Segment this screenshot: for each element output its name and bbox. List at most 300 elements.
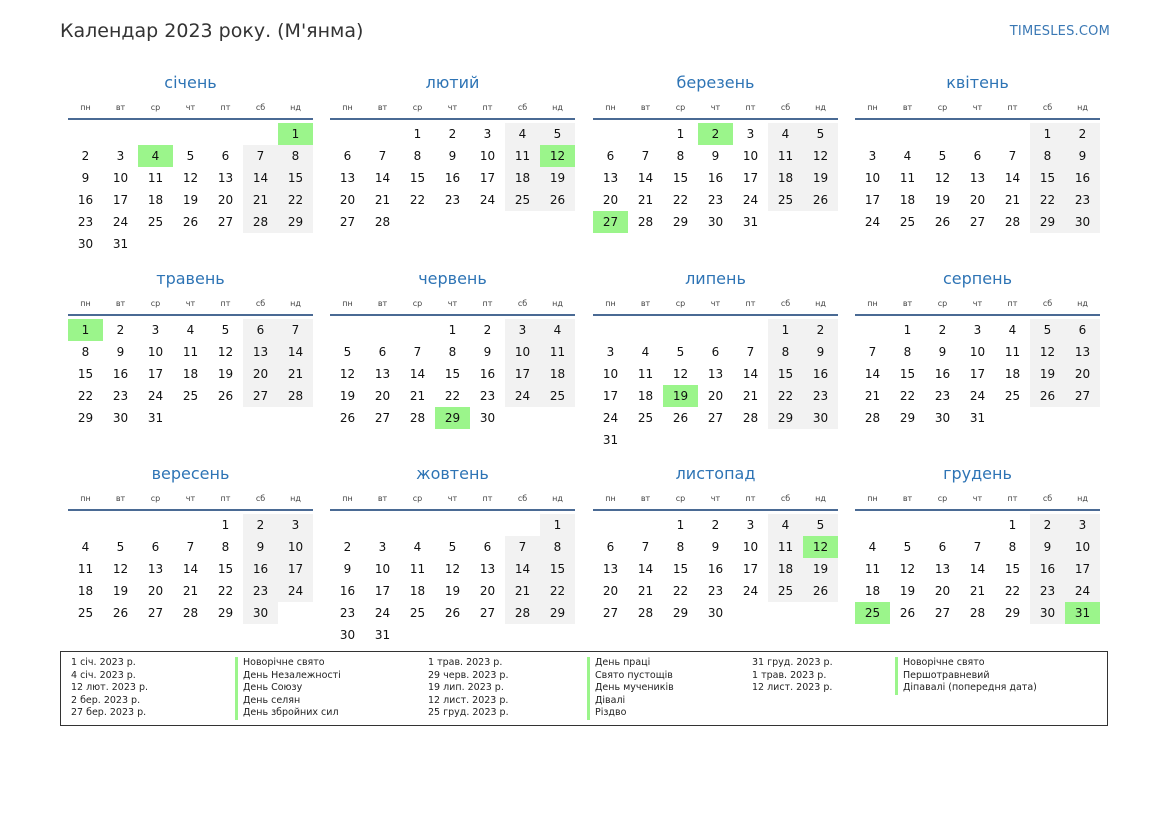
day-cell: 25 <box>409 606 426 620</box>
month-name: жовтень <box>416 464 489 483</box>
day-cell: 11 <box>768 145 803 167</box>
day-cell: 17 <box>864 193 881 207</box>
holiday-date: 12 лист. 2023 р. <box>428 694 509 706</box>
day-cell: 6 <box>151 540 160 554</box>
day-cell: 13 <box>969 171 986 185</box>
day-cell: 30 <box>77 237 94 251</box>
day-cell: 16 <box>444 171 461 185</box>
weekday-label: вт <box>115 103 126 112</box>
day-cell: 22 <box>444 389 461 403</box>
weekday-label: сб <box>1042 103 1053 112</box>
month-name: серпень <box>943 269 1012 288</box>
day-cell: 28 <box>278 385 313 407</box>
day-cell: 11 <box>1004 345 1021 359</box>
day-cell: 27 <box>339 215 356 229</box>
day-cell: 2 <box>81 149 90 163</box>
day-cell: 2 <box>1030 514 1065 536</box>
day-cell: 6 <box>606 149 615 163</box>
day-cell: 19 <box>217 367 234 381</box>
day-cell: 12 <box>217 345 234 359</box>
weekday-label: ср <box>150 494 161 503</box>
day-cell: 29 <box>217 606 234 620</box>
day-cell: 1 <box>768 319 803 341</box>
day-cell: 26 <box>803 189 838 211</box>
day-cell: 3 <box>606 345 615 359</box>
day-cell: 3 <box>746 127 755 141</box>
day-cell: 2 <box>938 323 947 337</box>
day-cell: 30 <box>803 407 838 429</box>
weekday-header <box>593 298 838 316</box>
day-cell: 25 <box>147 215 164 229</box>
day-cell: 19 <box>444 584 461 598</box>
day-cell: 19 <box>803 558 838 580</box>
weekday-label: вт <box>902 494 913 503</box>
day-cell: 16 <box>479 367 496 381</box>
day-cell: 14 <box>278 341 313 363</box>
day-cell: 30 <box>243 602 278 624</box>
weekday-label: сб <box>517 299 528 308</box>
day-cell: 8 <box>81 345 90 359</box>
day-cell: 8 <box>1008 540 1017 554</box>
weekday-label: пн <box>342 494 353 503</box>
day-cell: 18 <box>182 367 199 381</box>
day-cell: 19 <box>899 584 916 598</box>
day-cell: 21 <box>278 363 313 385</box>
day-cell: 25 <box>505 189 540 211</box>
day-cell: 27 <box>707 411 724 425</box>
day-cell: 4 <box>1008 323 1017 337</box>
day-cell: 5 <box>803 123 838 145</box>
day-cell: 12 <box>803 145 838 167</box>
day-cell: 17 <box>479 171 496 185</box>
day-cell: 23 <box>707 193 724 207</box>
day-cell: 10 <box>505 341 540 363</box>
day-cell: 12 <box>899 562 916 576</box>
day-cell: 16 <box>77 193 94 207</box>
day-cell: 23 <box>1065 189 1100 211</box>
day-cell: 2 <box>483 323 492 337</box>
day-cell: 4 <box>540 319 575 341</box>
weekday-label: чт <box>972 494 983 503</box>
day-cell: 17 <box>278 558 313 580</box>
day-cell: 29 <box>540 602 575 624</box>
day-cell: 7 <box>868 345 877 359</box>
day-cell: 13 <box>602 562 619 576</box>
day-cell: 8 <box>221 540 230 554</box>
day-cell: 21 <box>374 193 391 207</box>
holiday-name: День праці <box>587 657 674 670</box>
day-cell: 23 <box>803 385 838 407</box>
weekday-label: нд <box>552 494 563 503</box>
day-cell: 1 <box>676 127 685 141</box>
day-cell: 24 <box>278 580 313 602</box>
day-cell: 17 <box>742 171 759 185</box>
day-cell: 9 <box>448 149 457 163</box>
day-cell: 20 <box>243 363 278 385</box>
holiday-date: 31 груд. 2023 р. <box>752 657 833 668</box>
day-cell: 29 <box>768 407 803 429</box>
day-cell: 26 <box>803 580 838 602</box>
day-cell: 1 <box>903 323 912 337</box>
day-cell: 18 <box>899 193 916 207</box>
day-cell: 3 <box>483 127 492 141</box>
day-cell: 15 <box>278 167 313 189</box>
day-cell: 8 <box>676 149 685 163</box>
day-cell: 24 <box>742 193 759 207</box>
weekday-label: ср <box>937 299 948 308</box>
holiday-names-col-1 <box>235 657 341 720</box>
weekday-label: пн <box>605 494 616 503</box>
day-cell: 20 <box>707 389 724 403</box>
month-3 <box>593 70 838 233</box>
holiday-name: Різдво <box>587 707 674 720</box>
day-cell: 9 <box>711 149 720 163</box>
day-cell: 5 <box>803 514 838 536</box>
holiday-name: День Незалежності <box>235 670 341 683</box>
month-9 <box>68 461 313 624</box>
holiday-name: Дівалі <box>587 695 674 708</box>
day-cell: 7 <box>641 540 650 554</box>
day-cell: 3 <box>505 319 540 341</box>
day-cell: 9 <box>938 345 947 359</box>
day-cell: 3 <box>973 323 982 337</box>
weekday-label: чт <box>185 103 196 112</box>
day-cell: 23 <box>444 193 461 207</box>
day-cell: 9 <box>1065 145 1100 167</box>
day-cell: 21 <box>243 189 278 211</box>
day-cell: 21 <box>409 389 426 403</box>
day-cell: 24 <box>112 215 129 229</box>
day-cell: 26 <box>112 606 129 620</box>
weekday-label: пн <box>80 103 91 112</box>
weekday-label: сб <box>255 299 266 308</box>
day-cell: 8 <box>903 345 912 359</box>
day-cell: 2 <box>1065 123 1100 145</box>
day-cell: 26 <box>540 189 575 211</box>
weekday-label: пт <box>482 299 493 308</box>
day-cell: 19 <box>1030 363 1065 385</box>
day-cell: 28 <box>182 606 199 620</box>
day-cell: 4 <box>81 540 90 554</box>
day-cell: 25 <box>637 411 654 425</box>
day-cell: 27 <box>934 606 951 620</box>
holiday-day-cell: 12 <box>540 145 575 167</box>
day-cell: 13 <box>934 562 951 576</box>
day-cell: 22 <box>278 189 313 211</box>
holiday-date: 4 січ. 2023 р. <box>71 669 136 681</box>
holiday-dates-col-3 <box>752 657 833 695</box>
holiday-date: 12 лист. 2023 р. <box>752 682 833 693</box>
holiday-name: Новорічне свято <box>895 657 1037 670</box>
day-cell: 4 <box>505 123 540 145</box>
day-grid <box>68 123 313 255</box>
weekday-label: пн <box>605 299 616 308</box>
day-cell: 9 <box>81 171 90 185</box>
day-cell: 6 <box>343 149 352 163</box>
day-cell: 28 <box>374 215 391 229</box>
day-cell: 8 <box>768 341 803 363</box>
weekday-label: нд <box>815 103 826 112</box>
weekday-label: сб <box>780 494 791 503</box>
holiday-day-cell: 1 <box>278 123 313 145</box>
day-cell: 15 <box>409 171 426 185</box>
weekday-label: чт <box>447 299 458 308</box>
day-cell: 7 <box>186 540 195 554</box>
day-cell: 28 <box>1004 215 1021 229</box>
weekday-label: сб <box>1042 299 1053 308</box>
day-cell: 21 <box>182 584 199 598</box>
weekday-label: чт <box>710 494 721 503</box>
day-cell: 21 <box>969 584 986 598</box>
day-cell: 21 <box>864 389 881 403</box>
weekday-label: пт <box>220 494 231 503</box>
day-cell: 30 <box>112 411 129 425</box>
day-grid <box>593 514 838 624</box>
day-cell: 24 <box>969 389 986 403</box>
weekday-label: ср <box>412 494 423 503</box>
day-cell: 13 <box>1065 341 1100 363</box>
day-cell: 6 <box>378 345 387 359</box>
day-cell: 12 <box>182 171 199 185</box>
month-6 <box>330 266 575 429</box>
day-cell: 21 <box>742 389 759 403</box>
day-cell: 6 <box>973 149 982 163</box>
weekday-label: нд <box>1077 103 1088 112</box>
day-cell: 12 <box>112 562 129 576</box>
weekday-label: пн <box>80 494 91 503</box>
holiday-day-cell: 12 <box>803 536 838 558</box>
weekday-label: пн <box>605 103 616 112</box>
day-cell: 3 <box>151 323 160 337</box>
day-cell: 7 <box>243 145 278 167</box>
day-cell: 1 <box>540 514 575 536</box>
weekday-label: пт <box>745 103 756 112</box>
day-cell: 29 <box>278 211 313 233</box>
holiday-dates-col-2 <box>428 657 509 720</box>
day-cell: 31 <box>602 433 619 447</box>
weekday-label: вт <box>377 299 388 308</box>
day-cell: 14 <box>374 171 391 185</box>
weekday-label: ср <box>937 103 948 112</box>
day-grid <box>330 514 575 646</box>
day-cell: 30 <box>479 411 496 425</box>
weekday-label: чт <box>447 494 458 503</box>
day-cell: 9 <box>1030 536 1065 558</box>
day-cell: 19 <box>339 389 356 403</box>
day-cell: 3 <box>746 518 755 532</box>
weekday-label: ср <box>150 103 161 112</box>
weekday-label: пн <box>342 299 353 308</box>
day-cell: 5 <box>343 345 352 359</box>
day-cell: 27 <box>243 385 278 407</box>
day-cell: 20 <box>934 584 951 598</box>
day-cell: 9 <box>116 345 125 359</box>
day-cell: 4 <box>641 345 650 359</box>
day-cell: 10 <box>1065 536 1100 558</box>
day-cell: 23 <box>339 606 356 620</box>
day-cell: 31 <box>742 215 759 229</box>
day-cell: 22 <box>899 389 916 403</box>
day-cell: 25 <box>182 389 199 403</box>
weekday-label: ср <box>412 299 423 308</box>
holiday-names-col-2 <box>587 657 674 720</box>
day-cell: 5 <box>116 540 125 554</box>
month-name: червень <box>418 269 487 288</box>
holiday-date: 12 лют. 2023 р. <box>71 682 148 693</box>
weekday-label: вт <box>902 103 913 112</box>
day-cell: 3 <box>378 540 387 554</box>
day-cell: 29 <box>672 606 689 620</box>
weekday-label: нд <box>552 299 563 308</box>
day-cell: 29 <box>1004 606 1021 620</box>
weekday-label: ср <box>937 494 948 503</box>
day-cell: 9 <box>711 540 720 554</box>
day-cell: 6 <box>483 540 492 554</box>
day-cell: 20 <box>969 193 986 207</box>
day-cell: 18 <box>147 193 164 207</box>
month-name: березень <box>676 73 755 92</box>
day-cell: 7 <box>278 319 313 341</box>
day-cell: 16 <box>243 558 278 580</box>
day-cell: 4 <box>186 323 195 337</box>
day-cell: 29 <box>77 411 94 425</box>
day-cell: 7 <box>378 149 387 163</box>
brand-link[interactable]: TIMESLES.COM <box>1009 24 1110 39</box>
weekday-label: нд <box>290 103 301 112</box>
month-name: січень <box>164 73 217 92</box>
day-grid <box>855 514 1100 624</box>
holiday-date: 19 лип. 2023 р. <box>428 682 504 693</box>
day-cell: 22 <box>540 580 575 602</box>
day-cell: 29 <box>899 411 916 425</box>
weekday-label: чт <box>972 299 983 308</box>
day-cell: 19 <box>934 193 951 207</box>
day-cell: 28 <box>637 215 654 229</box>
day-cell: 24 <box>1065 580 1100 602</box>
weekday-label: нд <box>1077 299 1088 308</box>
day-cell: 11 <box>540 341 575 363</box>
day-cell: 6 <box>711 345 720 359</box>
day-cell: 15 <box>768 363 803 385</box>
holiday-name: День збройних сил <box>235 707 341 720</box>
day-cell: 15 <box>899 367 916 381</box>
day-cell: 30 <box>1030 602 1065 624</box>
weekday-header <box>68 102 313 120</box>
day-cell: 21 <box>637 193 654 207</box>
day-cell: 25 <box>899 215 916 229</box>
holiday-date: 25 груд. 2023 р. <box>428 707 509 718</box>
holiday-name: Діпавалі (попередня дата) <box>895 682 1037 695</box>
month-5 <box>68 266 313 429</box>
day-cell: 7 <box>413 345 422 359</box>
day-cell: 11 <box>77 562 94 576</box>
day-cell: 13 <box>217 171 234 185</box>
day-cell: 10 <box>742 149 759 163</box>
holiday-date: 2 бер. 2023 р. <box>71 694 141 706</box>
weekday-label: ср <box>412 103 423 112</box>
day-cell: 1 <box>413 127 422 141</box>
day-cell: 14 <box>637 171 654 185</box>
day-cell: 23 <box>479 389 496 403</box>
day-cell: 19 <box>182 193 199 207</box>
day-cell: 10 <box>742 540 759 554</box>
day-cell: 20 <box>217 193 234 207</box>
weekday-label: чт <box>972 103 983 112</box>
day-cell: 18 <box>637 389 654 403</box>
day-cell: 1 <box>448 323 457 337</box>
day-cell: 24 <box>602 411 619 425</box>
day-grid <box>593 123 838 233</box>
day-cell: 28 <box>969 606 986 620</box>
day-cell: 1 <box>1008 518 1017 532</box>
weekday-label: пт <box>1007 494 1018 503</box>
day-cell: 2 <box>711 518 720 532</box>
month-name: листопад <box>675 464 756 483</box>
day-cell: 15 <box>217 562 234 576</box>
weekday-label: сб <box>1042 494 1053 503</box>
day-cell: 26 <box>339 411 356 425</box>
day-cell: 7 <box>505 536 540 558</box>
weekday-label: пт <box>220 299 231 308</box>
day-cell: 24 <box>479 193 496 207</box>
weekday-label: чт <box>185 299 196 308</box>
day-cell: 18 <box>768 558 803 580</box>
month-4 <box>855 70 1100 233</box>
day-cell: 17 <box>505 363 540 385</box>
day-cell: 13 <box>479 562 496 576</box>
weekday-header <box>330 102 575 120</box>
day-cell: 26 <box>217 389 234 403</box>
weekday-header <box>593 102 838 120</box>
holiday-day-cell: 31 <box>1065 602 1100 624</box>
day-cell: 14 <box>742 367 759 381</box>
day-cell: 1 <box>676 518 685 532</box>
weekday-label: пт <box>745 494 756 503</box>
day-cell: 8 <box>448 345 457 359</box>
weekday-label: пт <box>1007 103 1018 112</box>
weekday-label: сб <box>780 299 791 308</box>
day-cell: 26 <box>444 606 461 620</box>
day-cell: 6 <box>221 149 230 163</box>
day-cell: 17 <box>602 389 619 403</box>
day-cell: 26 <box>182 215 199 229</box>
month-2 <box>330 70 575 233</box>
day-cell: 24 <box>742 584 759 598</box>
day-cell: 2 <box>803 319 838 341</box>
day-cell: 22 <box>672 584 689 598</box>
day-cell: 31 <box>374 628 391 642</box>
day-cell: 8 <box>413 149 422 163</box>
day-cell: 24 <box>374 606 391 620</box>
day-cell: 22 <box>217 584 234 598</box>
day-cell: 20 <box>147 584 164 598</box>
day-cell: 19 <box>803 167 838 189</box>
day-cell: 30 <box>934 411 951 425</box>
weekday-label: сб <box>255 103 266 112</box>
day-cell: 5 <box>938 149 947 163</box>
day-cell: 5 <box>540 123 575 145</box>
day-cell: 11 <box>768 536 803 558</box>
day-cell: 14 <box>243 167 278 189</box>
day-cell: 21 <box>637 584 654 598</box>
day-cell: 13 <box>339 171 356 185</box>
day-cell: 10 <box>374 562 391 576</box>
day-cell: 27 <box>374 411 391 425</box>
day-cell: 22 <box>1030 189 1065 211</box>
day-cell: 19 <box>540 167 575 189</box>
day-cell: 10 <box>147 345 164 359</box>
weekday-label: вт <box>377 103 388 112</box>
